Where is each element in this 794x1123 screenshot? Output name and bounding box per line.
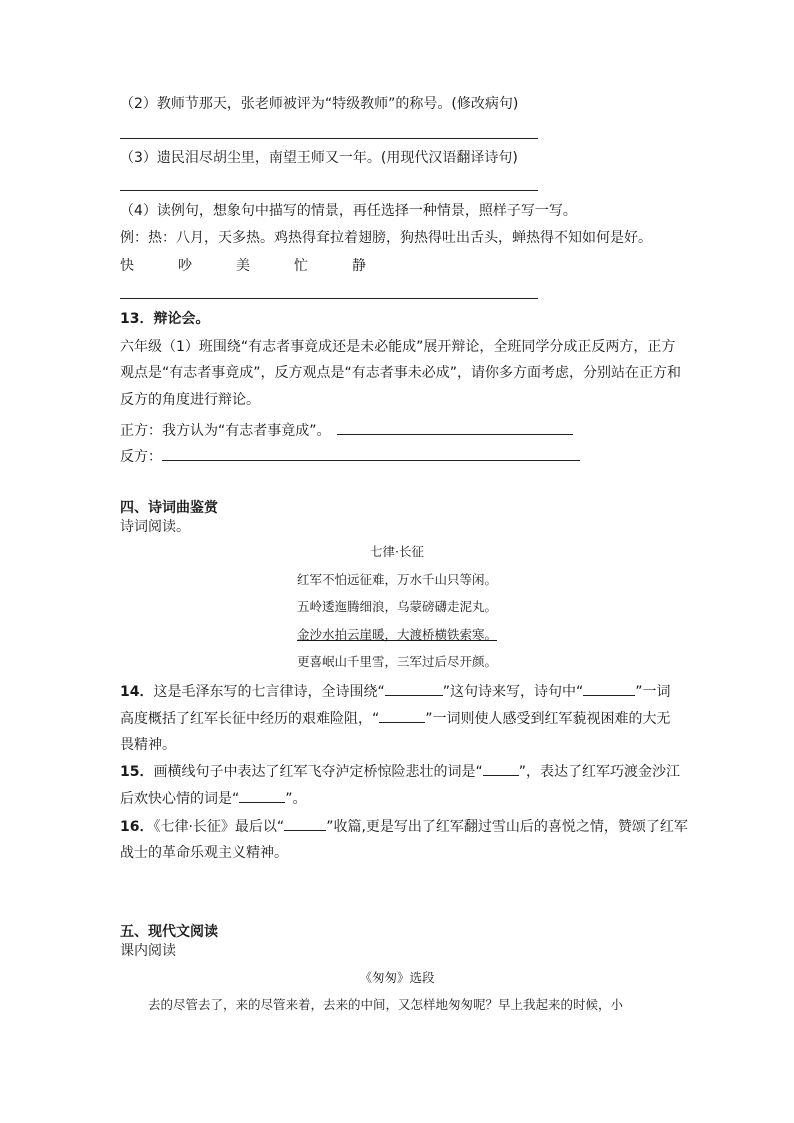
pro-answer-line[interactable] (337, 420, 573, 435)
q14-line1: 14．这是毛泽东写的七言律诗，全诗围绕“ ”这句诗来写，诗句中“ ”一词 (120, 681, 671, 702)
con-label: 反方： (120, 449, 162, 465)
q15-line1: 15．画横线句子中表达了红军飞夺泸定桥惊险悲壮的词是“ ”，表达了红军巧渡金沙江 (120, 761, 680, 782)
choice-word: 忙 (294, 258, 308, 274)
q14-blank-3[interactable] (379, 708, 425, 723)
poem-title: 七律·长征 (370, 544, 424, 559)
pro-label: 正方：我方认为“有志者事竟成”。 (120, 423, 331, 439)
q13-title: 13．辩论会。 (120, 311, 210, 327)
q12-item2: （2）教师节那天，张老师被评为“特级教师”的称号。(修改病句) (120, 96, 519, 112)
choice-word: 吵 (178, 258, 192, 274)
q12-example: 例：热：八月，天多热。鸡热得耷拉着翅膀，狗热得吐出舌头，蝉热得不知如何是好。 (120, 230, 652, 246)
q14-blank-2[interactable] (583, 681, 635, 696)
con-answer-line[interactable] (162, 446, 580, 461)
q13-para-line3: 反方的角度进行辩论。 (120, 392, 260, 408)
choice-word: 快 (120, 258, 134, 274)
poem-line: 更喜岷山千里雪，三军过后尽开颜。 (296, 654, 497, 669)
q13-pro-row (120, 420, 573, 441)
q12-item4: （4）读例句，想象句中描写的情景，再任选择一种情景，照样子写一写。 (120, 203, 577, 219)
section5-subheading: 课内阅读 (120, 943, 176, 959)
poem-line: 红军不怕远征难，万水千山只等闲。 (296, 572, 497, 587)
q12-item3: （3）遗民泪尽胡尘里，南望王师又一年。(用现代汉语翻译诗句) (120, 150, 518, 166)
q15-blank-2[interactable] (239, 788, 285, 803)
section4-subheading: 诗词阅读。 (120, 519, 190, 535)
q16-line2: 战士的革命乐观主义精神。 (120, 845, 288, 861)
q16-blank[interactable] (284, 816, 326, 831)
section4-heading: 四、诗词曲鉴赏 (120, 500, 218, 516)
answer-line-q12-3[interactable] (120, 190, 538, 191)
poem-line-underlined: 金沙水拍云崖暖，大渡桥横铁索寒。 (296, 627, 497, 642)
q13-para-line1: 六年级（1）班围绕“有志者事竟成还是未必能成”展开辩论，全班同学分成正反两方，正方 (120, 339, 676, 355)
answer-line-q12-4[interactable] (120, 298, 538, 299)
poem-line: 五岭逶迤腾细浪，乌蒙磅礴走泥丸。 (296, 599, 497, 614)
q13-con-row (120, 446, 580, 467)
q14-line2: 高度概括了红军长征中经历的艰难险阻，“ ”一词则使人感受到红军藐视困难的大无 (120, 708, 671, 729)
section5-heading: 五、现代文阅读 (120, 924, 218, 940)
answer-line-q12-2[interactable] (120, 138, 538, 139)
q14-line3: 畏精神。 (120, 737, 176, 753)
passage-text: 去的尽管去了，来的尽管来着，去来的中间，又怎样地匆匆呢？早上我起来的时候，小 (148, 997, 624, 1012)
q15-blank-1[interactable] (483, 761, 519, 776)
passage-title: 《匆匆》选段 (359, 970, 435, 985)
choice-word: 美 (236, 258, 250, 274)
q12-choices (120, 256, 410, 276)
choice-word: 静 (352, 258, 366, 274)
q15-line2: 后欢快心情的词是“ ”。 (120, 788, 307, 809)
q13-para-line2: 观点是“有志者事竟成”，反方观点是“有志者事未必成”，请你多方面考虑，分别站在正方和 (120, 365, 682, 381)
q16-line1: 16．《七律·长征》最后以“ ”收篇,更是写出了红军翻过雪山后的喜悦之情，赞颂了红军 (120, 816, 688, 837)
q14-blank-1[interactable] (385, 681, 443, 696)
